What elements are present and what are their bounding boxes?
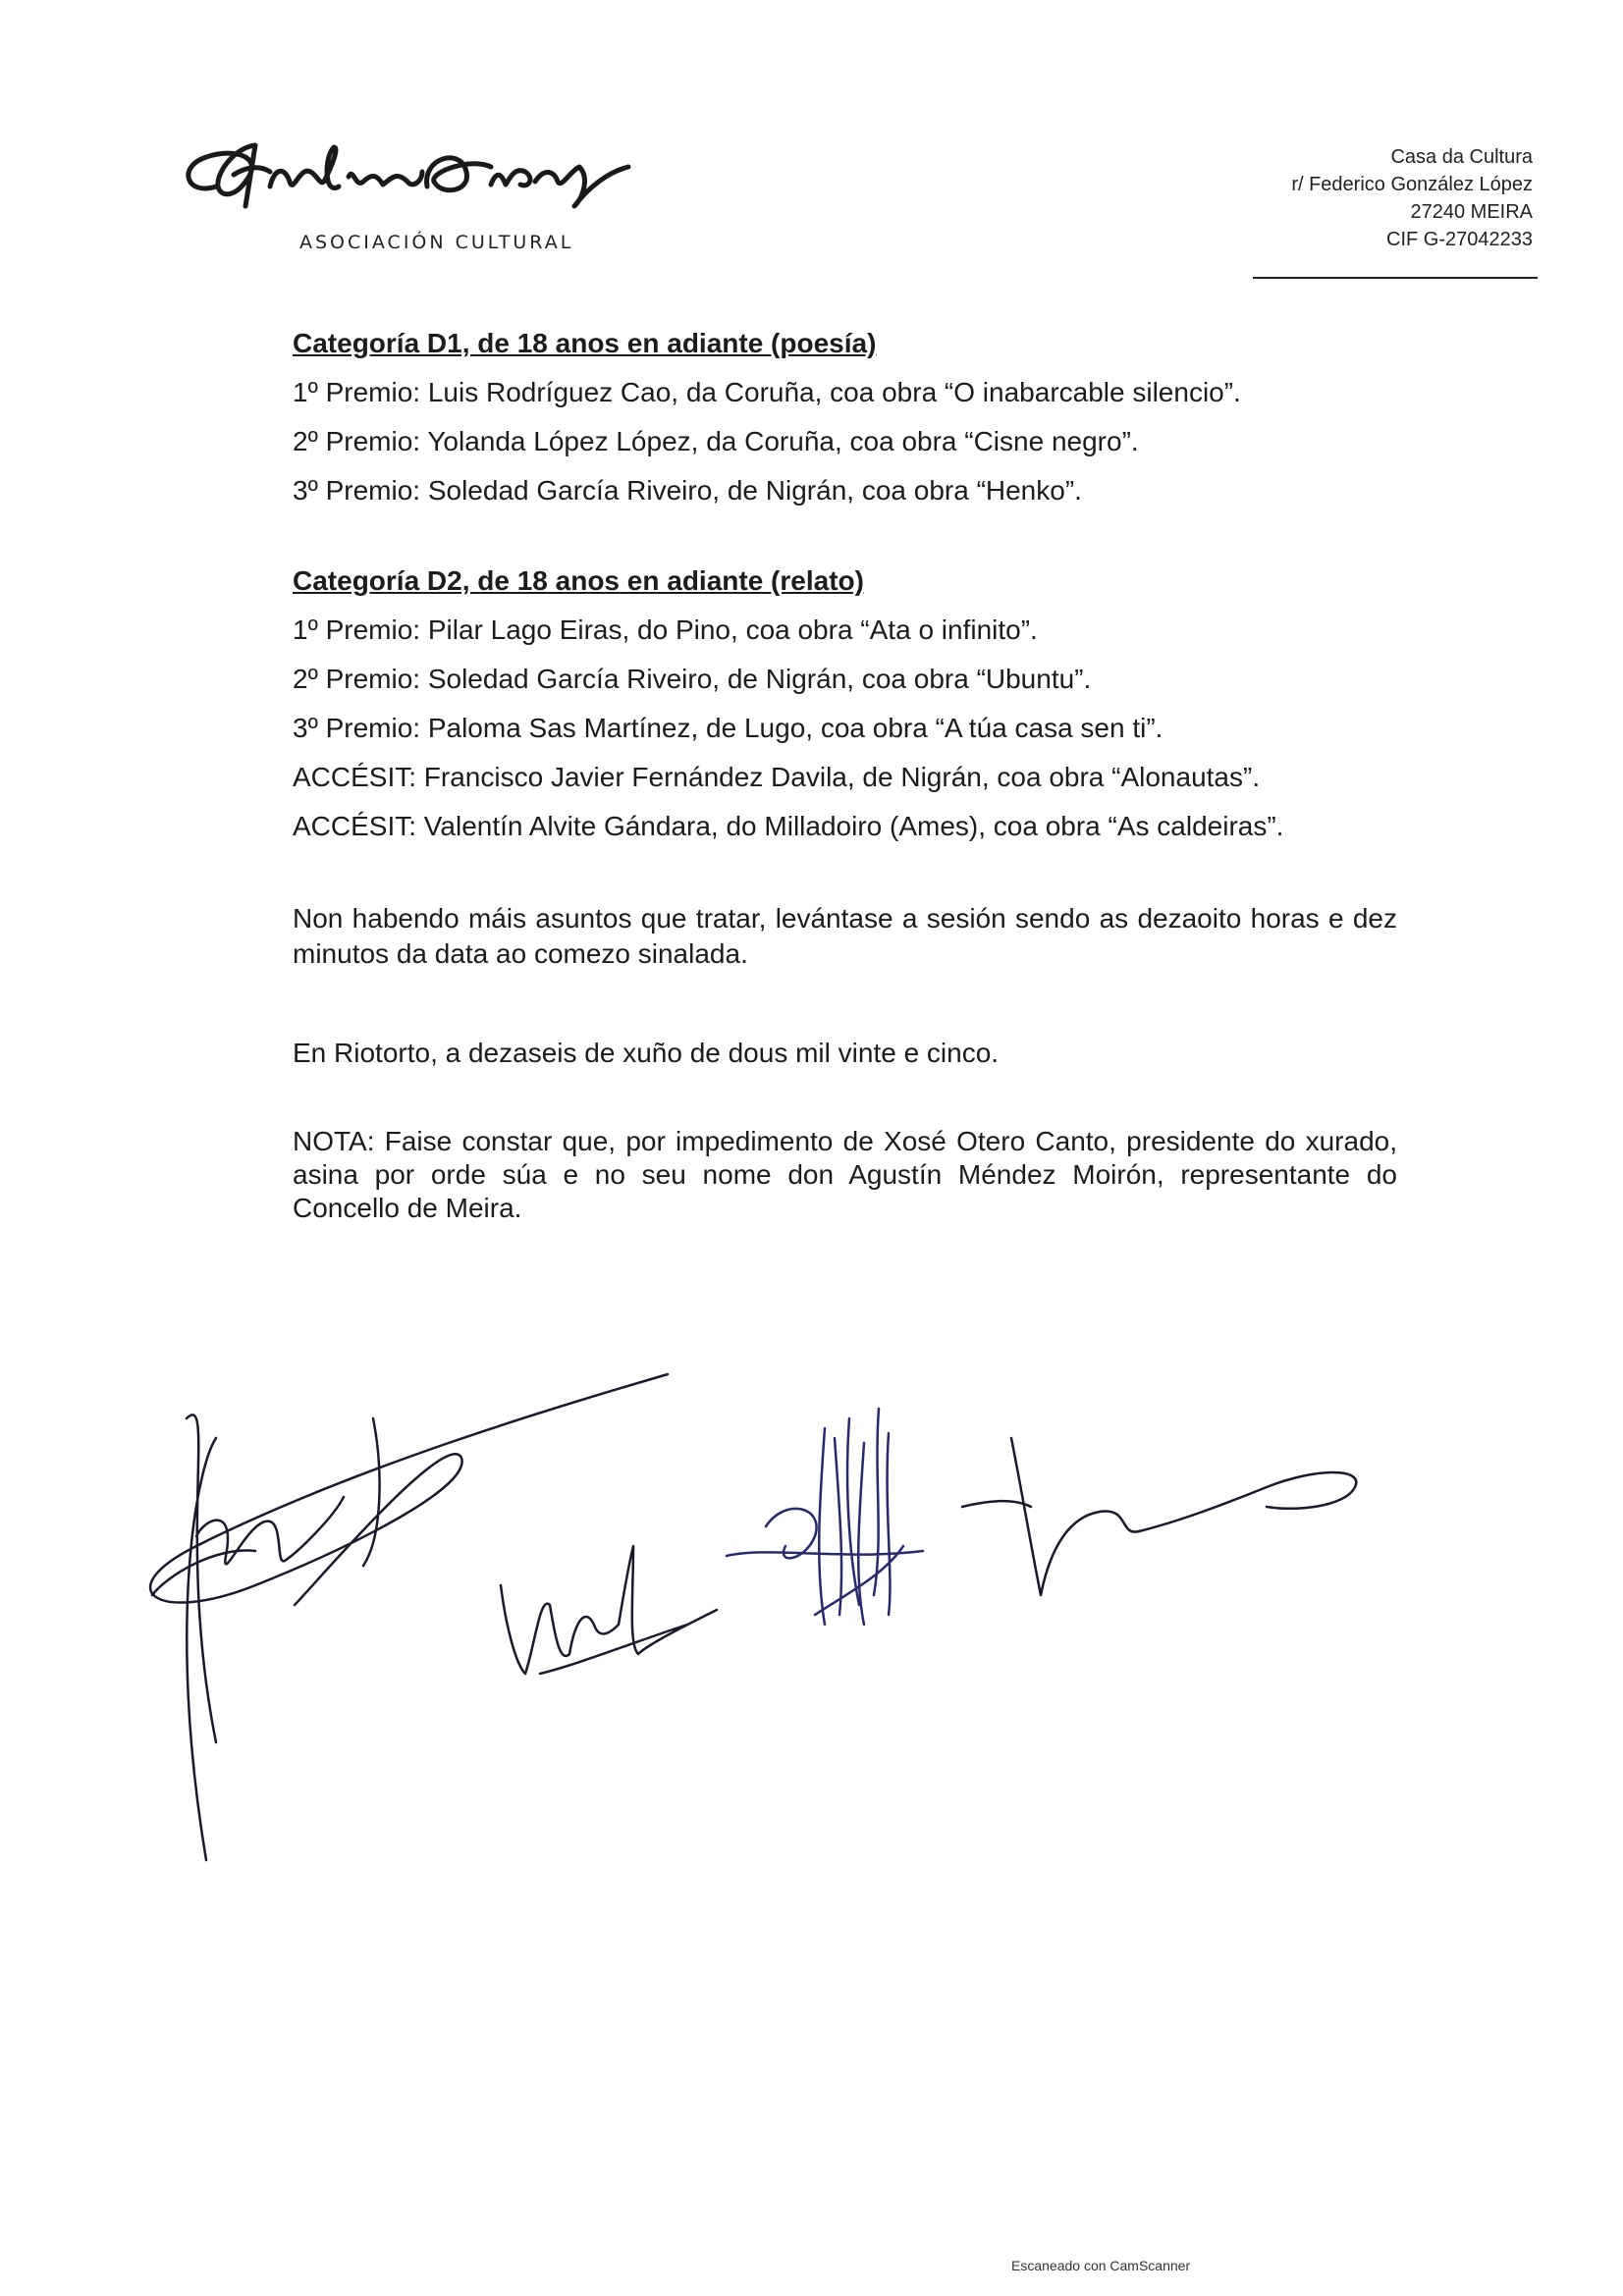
award-entry: 1º Premio: Luis Rodríguez Cao, da Coruña, coa obra “O inabarcable silencio”. xyxy=(293,377,1241,407)
award-entry: 3º Premio: Paloma Sas Martínez, de Lugo, coa obra “A túa casa sen ti”. xyxy=(293,713,1163,743)
signature-3 xyxy=(727,1409,923,1625)
award-entry: ACCÉSIT: Francisco Javier Fernández Davila, de Nigrán, coa obra “Alonautas”. xyxy=(293,762,1261,792)
place-date: En Riotorto, a dezaseis de xuño de dous mil vinte e cinco. xyxy=(293,1038,1000,1068)
document-body xyxy=(293,319,1397,1253)
scanner-footer: Escaneado con CamScanner xyxy=(1011,2258,1191,2273)
note-paragraph: NOTA: Faise constar que, por impedimento de Xosé Otero Canto, presidente do xurado, asina por orde súa e no seu nome don Agustín Méndez Moirón, representante do Concello de Meira. xyxy=(293,1126,1397,1223)
closing-paragraph: Non habendo máis asuntos que tratar, levántase a sesión sendo as dezaoito horas e dez minutos da data ao comezo sinalada. xyxy=(293,903,1397,969)
address-line: Casa da Cultura xyxy=(1390,146,1533,168)
signature-2 xyxy=(501,1546,717,1674)
award-entry: 2º Premio: Soledad García Riveiro, de Nigrán, coa obra “Ubuntu”. xyxy=(293,664,1092,694)
award-entry: ACCÉSIT: Valentín Alvite Gándara, do Milladoiro (Ames), coa obra “As caldeiras”. xyxy=(293,811,1284,841)
section-title-d2: Categoría D2, de 18 anos en adiante (relato) xyxy=(293,565,864,596)
logo-script-signature xyxy=(177,128,668,226)
signature-4 xyxy=(962,1438,1356,1595)
address-line: CIF G-27042233 xyxy=(1386,229,1533,250)
address-line: 27240 MEIRA xyxy=(1410,201,1533,223)
handwritten-signatures xyxy=(137,1350,1414,1899)
signatures-area xyxy=(137,1350,1414,1899)
award-entry: 3º Premio: Soledad García Riveiro, de Nigrán, coa obra “Henko”. xyxy=(293,475,1082,506)
section-title-d1: Categoría D1, de 18 anos en adiante (poesía) xyxy=(293,328,877,358)
address-divider xyxy=(1253,277,1538,279)
address-line: r/ Federico González López xyxy=(1291,174,1533,195)
sender-address xyxy=(1120,143,1533,253)
award-entry: 1º Premio: Pilar Lago Eiras, do Pino, coa obra “Ata o infinito”. xyxy=(293,614,1038,645)
logo-subtitle: ASOCIACIÓN CULTURAL xyxy=(299,232,574,253)
award-entry: 2º Premio: Yolanda López López, da Coruña, coa obra “Cisne negro”. xyxy=(293,426,1139,456)
association-logo xyxy=(177,128,668,255)
